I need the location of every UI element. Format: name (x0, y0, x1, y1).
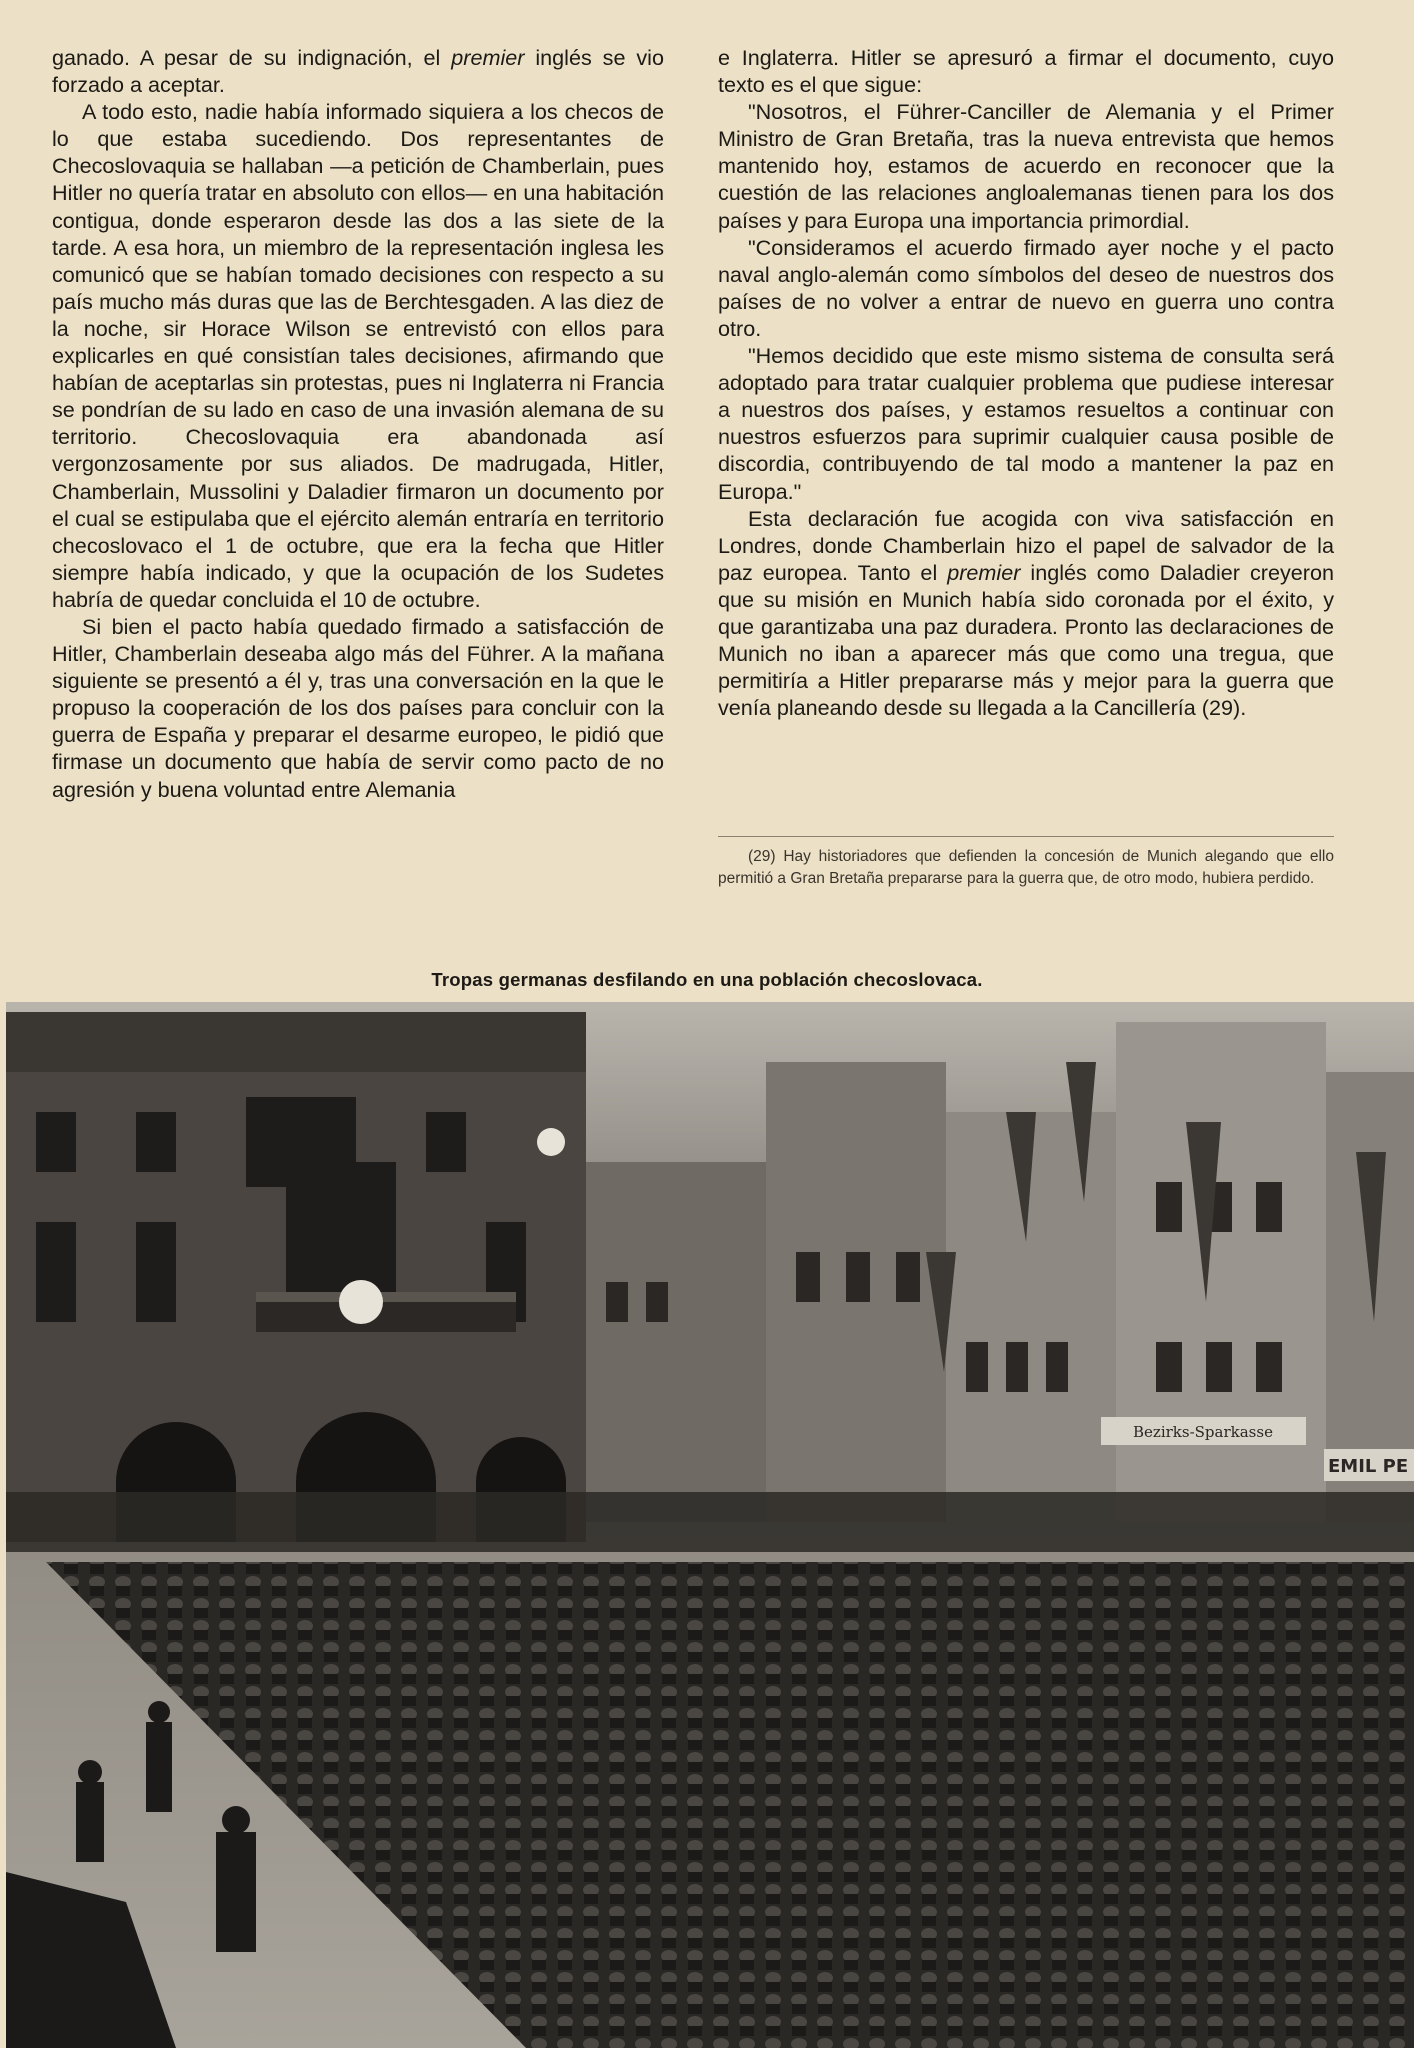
parade-photo-illustration (6, 1002, 1414, 2048)
footnote: (29) Hay historiadores que defienden la concesión de Munich alegando que ello permitió a Gran Bretaña prepararse para la guerra que, de otro modo, hubiera perdido. (718, 848, 1334, 887)
shop-sign-left: Bezirks-Sparkasse (1133, 1423, 1273, 1441)
shop-sign-right: EMIL PE (1328, 1456, 1409, 1477)
photo-caption: Tropas germanas desfilando en una población checoslovaca. (431, 969, 983, 990)
left-text-column (52, 44, 664, 803)
paragraph: e Inglaterra. Hitler se apresuró a firmar el documento, cuyo texto es el que sigue: (718, 45, 1334, 98)
parade-photo (6, 1002, 1414, 2048)
footnote-divider (718, 836, 1334, 837)
paragraph: A todo esto, nadie había informado siquiera a los checos de lo que estaba sucediendo. Dos representantes de Checoslovaquia se hallaban —a petición de Chamberlain, pues Hitler no quería tratar en absoluto con ellos— en una habitación contigua, donde esperaron desde las dos a las siete de la tarde. A esa hora, un miembro de la representación inglesa les comunicó que se habían tomado decisiones con respecto a su país mucho más duras que las de Berchtesgaden. A las diez de la noche, sir Horace Wilson se entrevistó con ellos para explicarles en qué consistían tales decisiones, afirmando que habían de aceptarlas sin protestas, pues ni Inglaterra ni Francia se pondrían de su lado en caso de una invasión alemana de su territorio. Checoslovaquia era abandonada así vergonzosamente por sus aliados. De madrugada, Hitler, Chamberlain, Mussolini y Daladier firmaron un documento por el cual se estipulaba que el ejército alemán entraría en territorio checoslovaco el 1 de octubre, que era la fecha que Hitler siempre había indicado, y que la ocupación de los Sudetes habría de quedar concluida el 10 de octubre. (52, 99, 664, 612)
town-hall-building (6, 1012, 586, 1542)
right-text-column (718, 44, 1334, 721)
quoted-paragraph: "Consideramos el acuerdo firmado ayer noche y el pacto naval anglo-alemán como símbolos del deseo de nuestros dos países de no volver a entrar de nuevo en guerra uno contra otro. (718, 234, 1334, 341)
paragraph: Si bien el pacto había quedado firmado a satisfacción de Hitler, Chamberlain deseaba algo más del Führer. A la mañana siguiente se presentó a él y, tras una conversación en la que le propuso la cooperación de los dos países para concluir con la guerra de España y preparar el desarme europeo, le pidió que firmase un documento que había de servir como pacto de no agresión y buena voluntad entre Alemania (52, 613, 664, 802)
quoted-paragraph: "Nosotros, el Führer-Canciller de Alemania y el Primer Ministro de Gran Bretaña, tras la nueva entrevista que hemos mantenido hoy, estamos de acuerdo en reconocer que la cuestión de las relaciones angloalemanas tienen para los dos países y para Europa una importancia primordial. (718, 99, 1334, 233)
paragraph: Esta declaración fue acogida con viva satisfacción en Londres, donde Chamberlain hizo el papel de salvador de la paz europea. Tanto el premier inglés como Daladier creyeron que su misión en Munich había sido coronada por el éxito, y que garantizaba una paz duradera. Pronto las declaraciones de Munich no iban a aparecer más que como una tregua, que permitiría a Hitler prepararse más y mejor para la guerra que venía planeando desde su llegada a la Cancillería (29). (718, 505, 1334, 721)
paragraph: ganado. A pesar de su indignación, el premier inglés se vio forzado a aceptar. (52, 45, 664, 98)
quoted-paragraph: "Hemos decidido que este mismo sistema de consulta será adoptado para tratar cualquier problema que pudiese interesar a nuestros dos países, y estamos resueltos a continuar con nuestros esfuerzos para suprimir cualquier causa posible de discordia, contribuyendo de tal modo a mantener la paz en Europa." (718, 343, 1334, 504)
